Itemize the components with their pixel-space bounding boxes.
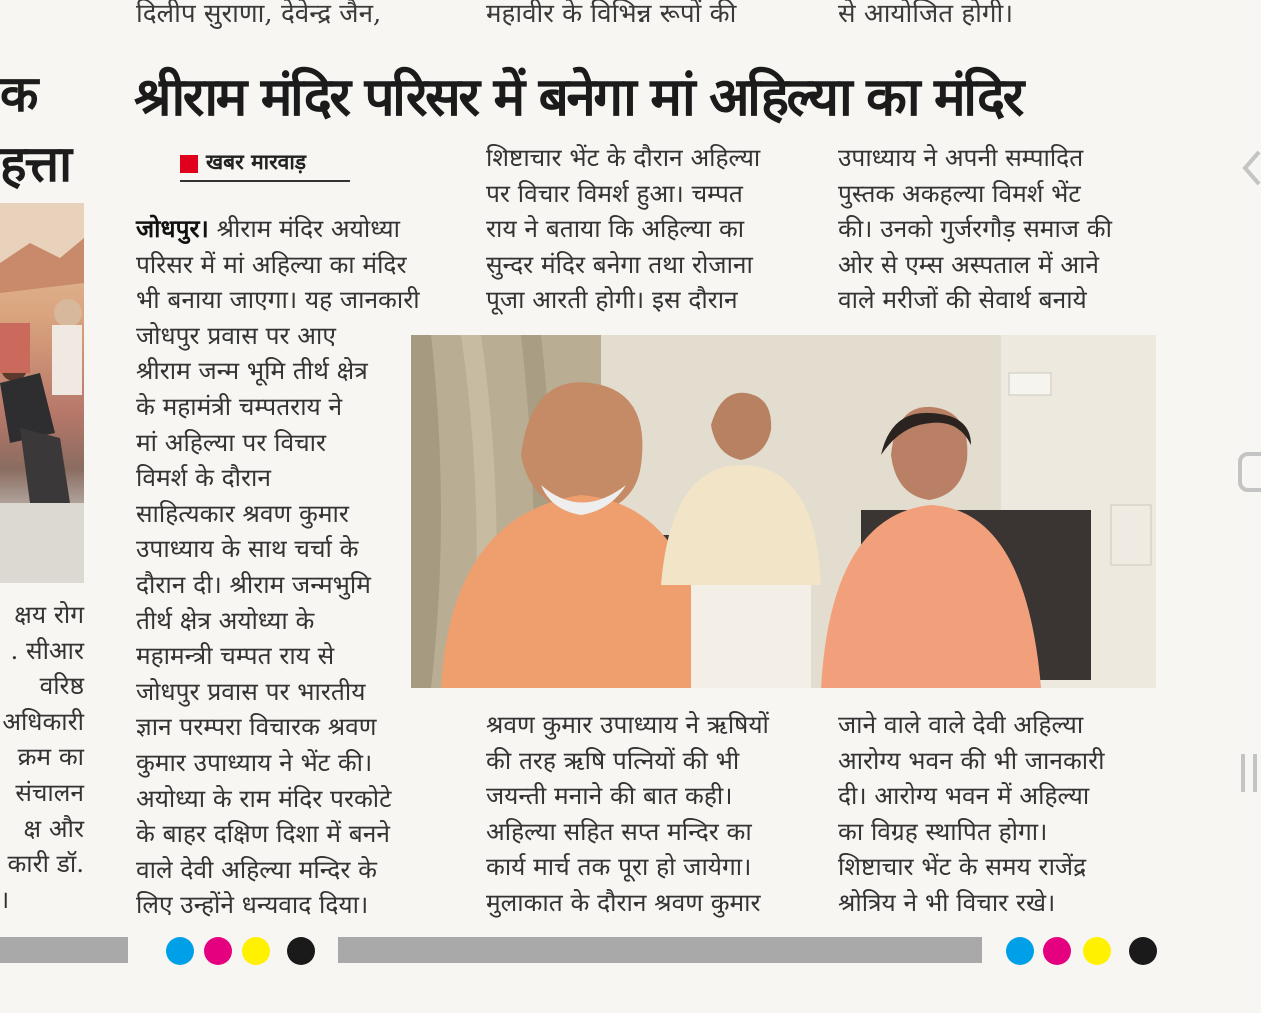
article-line: कुमार उपाध्याय ने भेंट की। <box>136 747 373 777</box>
article-line: जोधपुर प्रवास पर भारतीय <box>136 676 366 706</box>
print-bar-center <box>338 937 982 963</box>
byline-marker <box>180 155 198 173</box>
article-line: जाने वाले वाले देवी अहिल्या <box>838 710 1084 739</box>
registration-dot-black <box>1129 937 1157 965</box>
article-line: विमर्श के दौरान <box>136 463 271 493</box>
article-line: तीर्थ क्षेत्र अयोध्या के <box>136 605 315 635</box>
article-line: अयोध्या के राम मंदिर परकोटे <box>136 783 392 813</box>
article-line: ज्ञान परम्परा विचारक श्रवण <box>136 712 377 742</box>
article-line: पुस्तक अकहल्या विमर्श भेंट <box>838 178 1081 208</box>
prev-article-line: क्रम का <box>17 742 84 772</box>
prev-article-line: कारी डॉ. <box>7 849 84 879</box>
article-line: मुलाकात के दौरान श्रवण कुमार <box>486 887 761 917</box>
registration-dot-magenta <box>204 937 232 965</box>
registration-dot-black <box>287 937 315 965</box>
dateline-rest: श्रीराम मंदिर अयोध्या <box>208 214 400 243</box>
prev-article-line: । <box>0 884 10 914</box>
top-snippet: दिलीप सुराणा, देवेन्द्र जैन, <box>136 0 382 29</box>
article-line: जयन्ती मनाने की बात कही। <box>486 781 733 811</box>
prev-article-line: . सीआर <box>10 635 84 665</box>
article-line: पूजा आरती होगी। इस दौरान <box>486 285 738 315</box>
article-line: राय ने बताया कि अहिल्या का <box>486 214 745 244</box>
article-line: शिष्टाचार भेंट के समय राजेंद्र <box>838 852 1087 882</box>
article-line: श्रोत्रिय ने भी विचार रखे। <box>838 887 1056 917</box>
prev-article-line: अधिकारी <box>2 706 84 736</box>
article-photo <box>411 335 1156 688</box>
article-line: उपाध्याय के साथ चर्चा के <box>136 534 359 564</box>
prev-article-photo <box>0 203 84 583</box>
article-line: अहिल्या सहित सप्त मन्दिर का <box>486 816 752 846</box>
article-line: दौरान दी। श्रीराम जन्मभुमि <box>136 569 371 599</box>
article-line: वाले देवी अहिल्या मन्दिर के <box>136 854 377 884</box>
registration-dot-magenta <box>1043 937 1071 965</box>
article-line: दी। आरोग्य भवन में अहिल्या <box>838 781 1090 811</box>
article-line: की। उनको गुर्जरगौड़ समाज की <box>838 214 1112 244</box>
pause-icon[interactable] <box>1240 752 1261 798</box>
article-line <box>136 211 454 247</box>
article-column-2-top <box>486 140 816 318</box>
article-line: का विग्रह स्थापित होगा। <box>838 816 1048 846</box>
article-line: कार्य मार्च तक पूरा हो जायेगा। <box>486 852 752 882</box>
article-line: के महामंत्री चम्पतराय ने <box>136 391 343 421</box>
registration-dot-cyan <box>166 937 194 965</box>
article-line: के बाहर दक्षिण दिशा में बनने <box>136 819 390 849</box>
article-line: श्रवण कुमार उपाध्याय ने ऋषियों <box>486 710 769 739</box>
byline-text: खबर मारवाड़ <box>206 150 307 174</box>
article-line: की तरह ऋषि पत्नियों की भी <box>486 745 740 775</box>
chevron-left-icon[interactable] <box>1240 148 1261 192</box>
article-line: पर विचार विमर्श हुआ। चम्पत <box>486 178 743 208</box>
article-line: ओर से एम्स अस्पताल में आने <box>838 249 1100 279</box>
article-line: परिसर में मां अहिल्या का मंदिर <box>136 249 407 279</box>
article-line: आरोग्य भवन की भी जानकारी <box>838 745 1105 775</box>
article-headline: श्रीराम मंदिर परिसर में बनेगा मां अहिल्या का मंदिर <box>134 67 1022 128</box>
article-line: सुन्दर मंदिर बनेगा तथा रोजाना <box>486 249 753 279</box>
article-line: साहित्यकार श्रवण कुमार <box>136 498 349 528</box>
article-column-3-bottom <box>838 707 1168 921</box>
article-line: वाले मरीजों की सेवार्थ बनाये <box>838 285 1087 315</box>
print-bar-left <box>0 937 128 963</box>
article-line: लिए उन्होंने धन्यवाद दिया। <box>136 890 369 920</box>
prev-article-line: वरिष्ठ <box>39 671 84 701</box>
prev-article-headline: क <box>0 65 37 123</box>
article-line: शिष्टाचार भेंट के दौरान अहिल्या <box>486 143 761 172</box>
article-column-2-bottom <box>486 707 816 921</box>
article-line: महामन्त्री चम्पत राय से <box>136 641 335 671</box>
article-line: मां अहिल्या पर विचार <box>136 427 327 457</box>
article-line: श्रीराम जन्म भूमि तीर्थ क्षेत्र <box>136 356 368 386</box>
article-column-3-top <box>838 140 1168 318</box>
article-line: भी बनाया जाएगा। यह जानकारी <box>136 285 420 315</box>
article-column-1 <box>136 211 454 923</box>
article-line: जोधपुर प्रवास पर आए <box>136 320 336 350</box>
top-snippet: महावीर के विभिन्न रूपों की <box>486 0 737 29</box>
top-snippet: से आयोजित होगी। <box>838 0 1014 29</box>
prev-article-line: क्ष और <box>23 813 84 843</box>
article-line: उपाध्याय ने अपनी सम्पादित <box>838 143 1084 172</box>
record-button[interactable] <box>1238 452 1261 498</box>
prev-article-headline: हत्ता <box>0 135 71 193</box>
byline <box>180 148 350 182</box>
registration-dot-cyan <box>1006 937 1034 965</box>
registration-dot-yellow <box>242 937 270 965</box>
registration-dot-yellow <box>1083 937 1111 965</box>
prev-article-column <box>0 597 84 917</box>
prev-article-line: क्षय रोग <box>14 600 84 629</box>
dateline: जोधपुर। <box>136 214 209 243</box>
prev-article-line: संचालन <box>15 777 84 807</box>
